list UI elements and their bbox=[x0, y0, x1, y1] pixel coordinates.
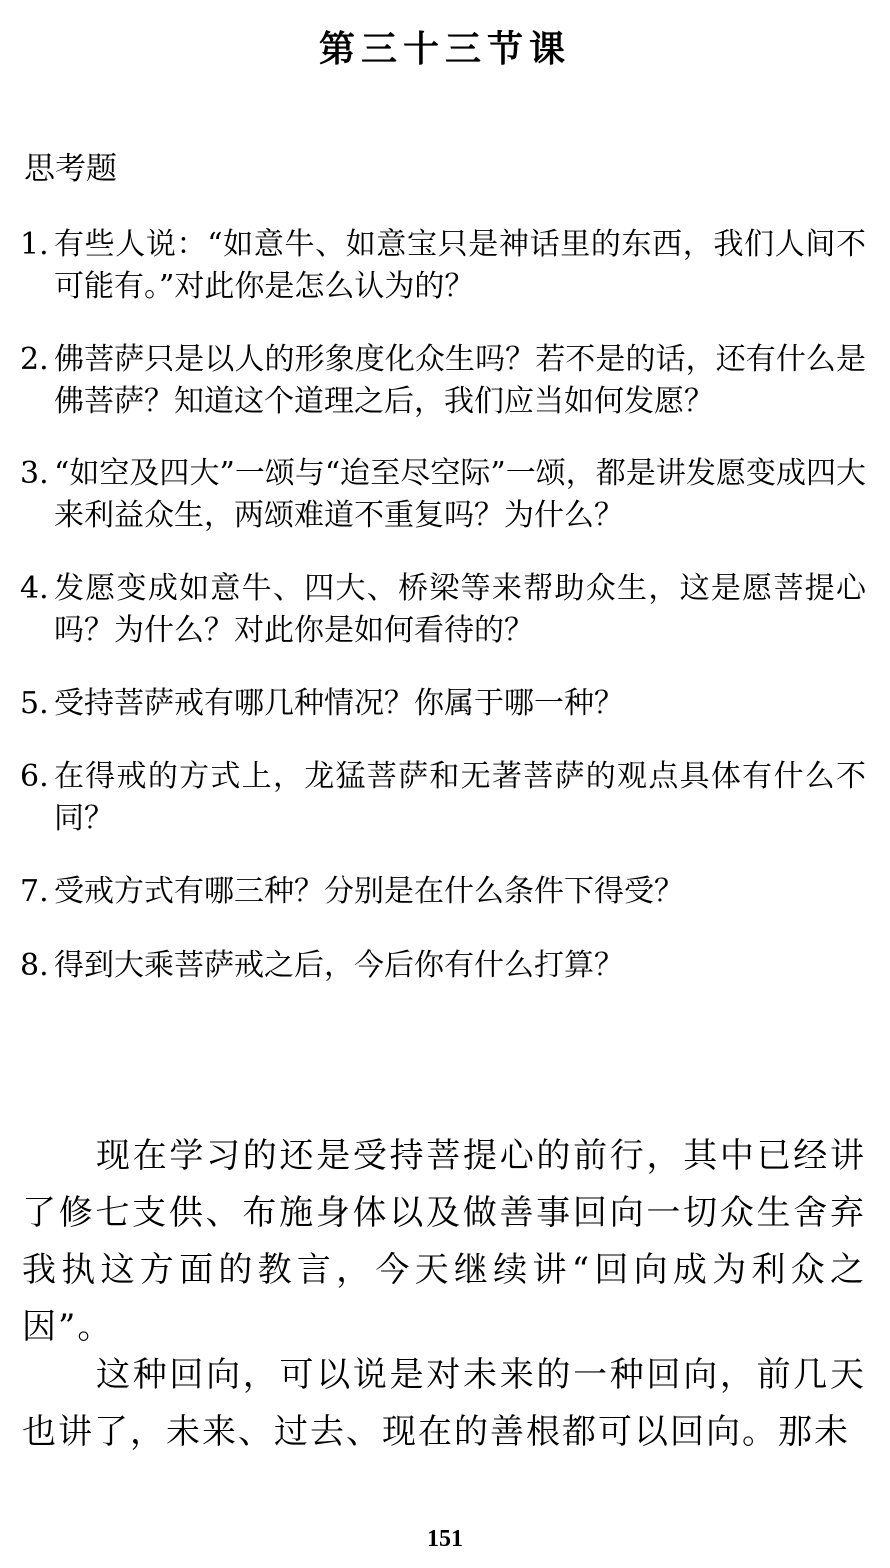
question-text: 发愿变成如意牛、四大、桥梁等来帮助众生，这是愿菩提心吗？为什么？对此你是如何看待的？ bbox=[54, 571, 866, 648]
question-text: 受持菩萨戒有哪几种情况？你属于哪一种？ bbox=[54, 686, 624, 721]
page-number: 151 bbox=[427, 1526, 463, 1552]
question-item bbox=[20, 683, 866, 725]
questions-heading: 思考题 bbox=[24, 151, 117, 187]
question-item bbox=[20, 871, 866, 913]
question-number: 7. bbox=[20, 874, 49, 909]
question-text: “如空及四大”一颂与“迨至尽空际”一颂，都是讲发愿变成四大来利益众生，两颂难道不重复吗？为什么？ bbox=[54, 456, 866, 533]
question-number: 1. bbox=[20, 227, 49, 262]
question-text: 得到大乘菩萨戒之后，今后你有什么打算？ bbox=[54, 948, 624, 983]
question-number: 2. bbox=[20, 342, 49, 377]
question-text: 在得戒的方式上，龙猛菩萨和无著菩萨的观点具体有什么不同？ bbox=[54, 759, 866, 836]
question-text: 受戒方式有哪三种？分别是在什么条件下得受？ bbox=[54, 874, 684, 909]
question-item bbox=[20, 756, 866, 840]
question-text: 有些人说：“如意牛、如意宝只是神话里的东西，我们人间不可能有。”对此你是怎么认为的？ bbox=[54, 227, 866, 304]
question-number: 4. bbox=[20, 571, 49, 606]
question-number: 3. bbox=[20, 456, 49, 491]
page-title: 第三十三节课 bbox=[318, 28, 571, 70]
question-number: 5. bbox=[20, 686, 49, 721]
question-number: 8. bbox=[20, 948, 49, 983]
body-paragraph: 现在学习的还是受持菩提心的前行，其中已经讲了修七支供、布施身体以及做善事回向一切众生舍弃我执这方面的教言，今天继续讲“回向成为利众之因”。 bbox=[22, 1136, 866, 1347]
body-paragraph: 这种回向，可以说是对未来的一种回向，前几天也讲了，未来、过去、现在的善根都可以回向。那未 bbox=[22, 1355, 866, 1452]
question-number: 6. bbox=[20, 759, 49, 794]
question-item bbox=[20, 945, 866, 987]
question-item bbox=[20, 453, 866, 537]
question-item bbox=[20, 568, 866, 652]
question-item bbox=[20, 339, 866, 423]
question-text: 佛菩萨只是以人的形象度化众生吗？若不是的话，还有什么是佛菩萨？知道这个道理之后，我们应当如何发愿？ bbox=[54, 342, 866, 419]
question-item bbox=[20, 224, 866, 308]
